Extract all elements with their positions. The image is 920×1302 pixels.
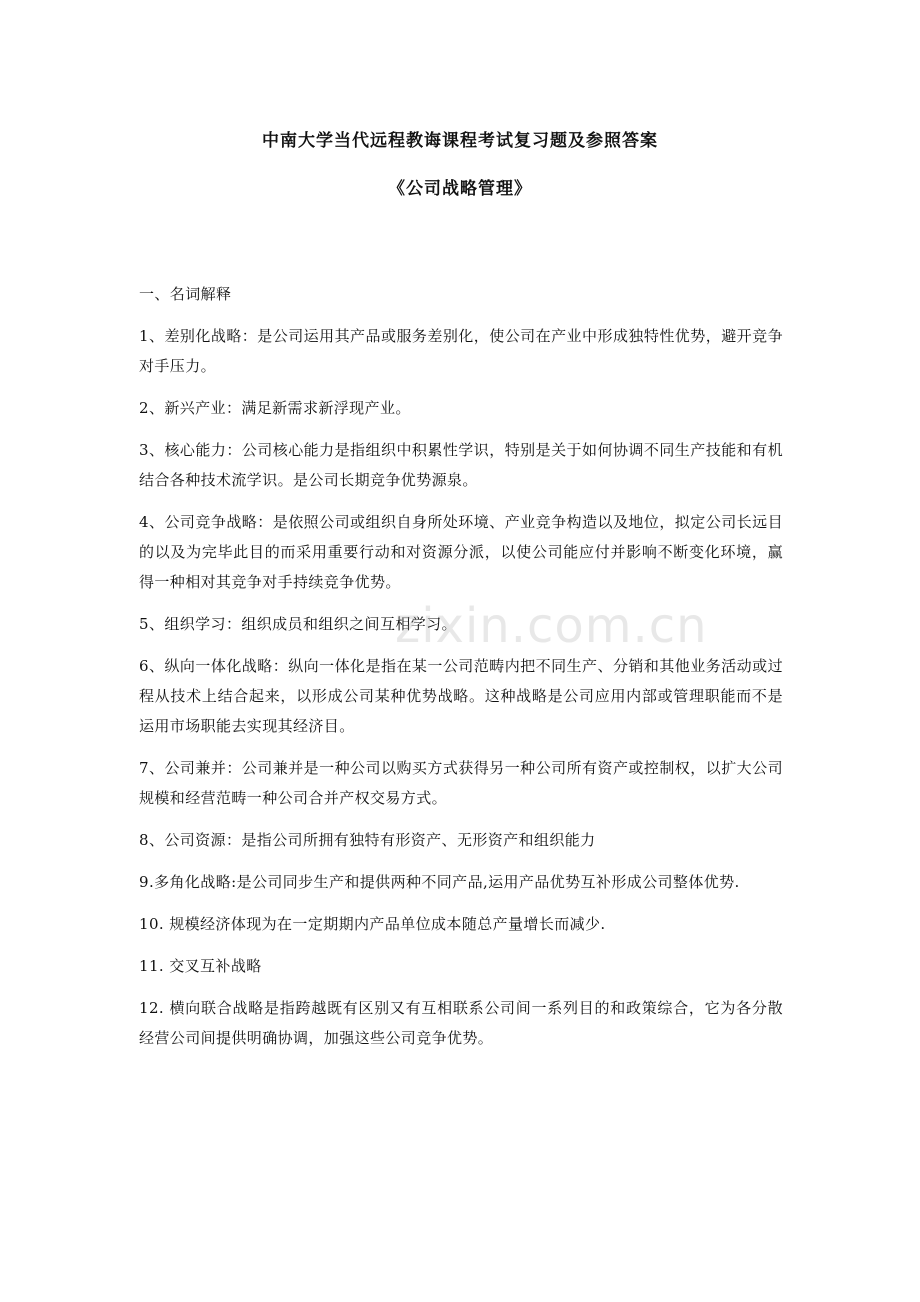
term-item-7: 7、公司兼并：公司兼并是一种公司以购买方式获得另一种公司所有资产或控制权，以扩大公司规模和经营范畴一种公司合并产权交易方式。 (139, 759, 783, 807)
document-subtitle: 《公司战略管理》 (388, 179, 532, 199)
document-body (139, 279, 783, 1065)
term-item-6: 6、纵向一体化战略：纵向一体化是指在某一公司范畴内把不同生产、分销和其他业务活动或过程从技术上结合起来，以形成公司某种优势战略。这种战略是公司应用内部或管理职能而不是运用市场职能去实现其经济目。 (139, 657, 783, 735)
section-heading: 一、名词解释 (139, 285, 232, 303)
document-title: 中南大学当代远程教诲课程考试复习题及参照答案 (262, 131, 658, 151)
term-item-1: 1、差别化战略：是公司运用其产品或服务差别化，使公司在产业中形成独特性优势，避开竞争对手压力。 (139, 327, 783, 375)
term-item-10: 10. 规模经济体现为在一定期期内产品单位成本随总产量增长而减少. (139, 915, 606, 933)
watermark: zixin.com.cn (395, 598, 708, 654)
term-item-8: 8、公司资源：是指公司所拥有独特有形资产、无形资产和组织能力 (139, 831, 596, 849)
term-item-12: 12. 横向联合战略是指跨越既有区别又有互相联系公司间一系列目的和政策综合，它为各分散经营公司间提供明确协调，加强这些公司竞争优势。 (139, 999, 783, 1047)
term-item-3: 3、核心能力：公司核心能力是指组织中积累性学识，特别是关于如何协调不同生产技能和有机结合各种技术流学识。是公司长期竞争优势源泉。 (139, 441, 783, 489)
term-item-5: 5、组织学习：组织成员和组织之间互相学习。 (139, 615, 457, 633)
term-item-9: 9.多角化战略:是公司同步生产和提供两种不同产品,运用产品优势互补形成公司整体优势. (139, 873, 740, 891)
term-item-11: 11. 交叉互补战略 (139, 957, 262, 975)
term-item-4: 4、公司竞争战略：是依照公司或组织自身所处环境、产业竞争构造以及地位，拟定公司长远目的以及为完毕此目的而采用重要行动和对资源分派，以使公司能应付并影响不断变化环境，赢得一种相对其竞争对手持续竞争优势。 (139, 513, 783, 591)
term-item-2: 2、新兴产业：满足新需求新浮现产业。 (139, 399, 411, 417)
